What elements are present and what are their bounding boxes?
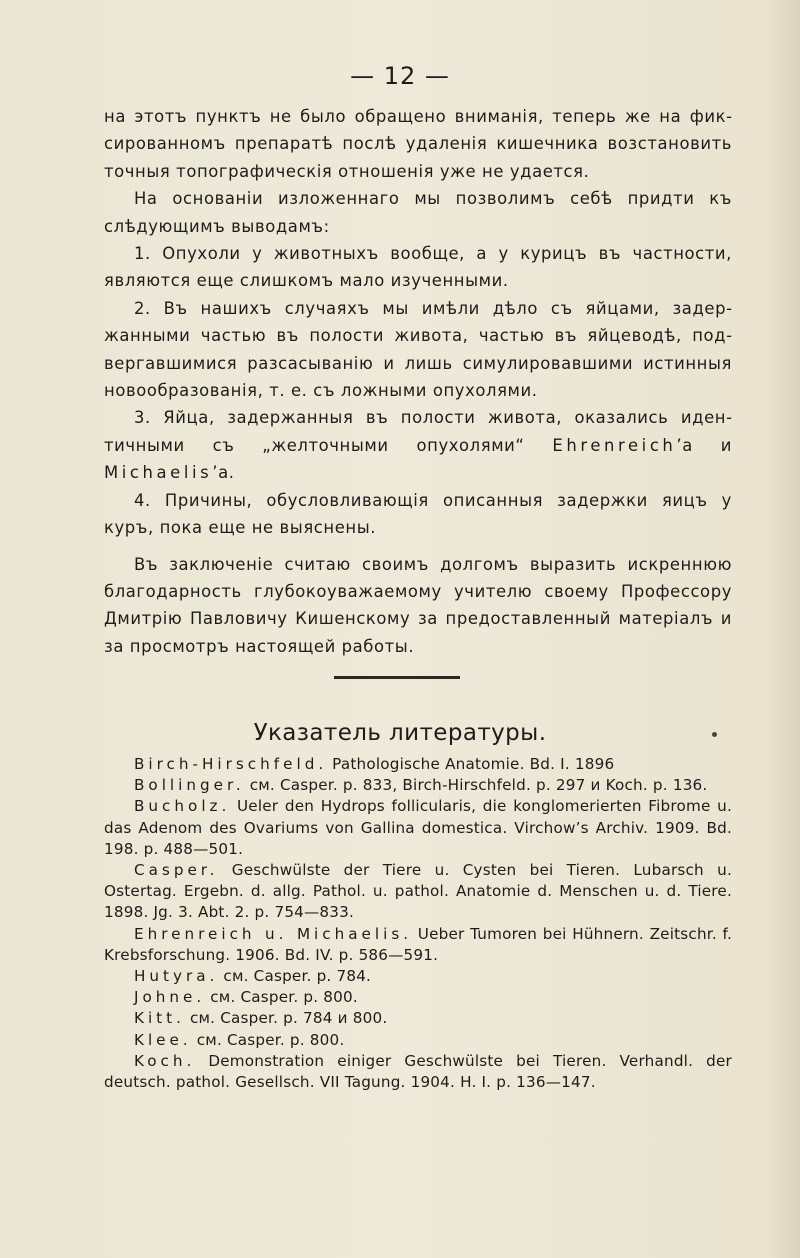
reference-author: Bucholz. (134, 797, 231, 816)
author-name: Michaelis (104, 463, 213, 483)
references-list (104, 754, 732, 1093)
paragraph: на этотъ пунктъ не было обращено вниманія, теперь же на фиксированномъ препаратѣ послѣ удаленія кишечника возстановить точныя топографическія отношенія уже не удается. (104, 107, 732, 181)
reference-item (104, 924, 732, 966)
reference-item (104, 860, 732, 924)
paragraph: На основаніи изложеннаго мы позволимъ себѣ придти къ слѣдующимъ выводамъ: (104, 189, 732, 236)
reference-item (104, 1030, 732, 1051)
reference-item (104, 775, 732, 796)
conclusion-item: 4. Причины, обусловливающія описанныя задержки яицъ у куръ, пока еще не выяснены. (104, 490, 732, 538)
section-divider (334, 676, 460, 679)
text-fragment: ’а. (212, 463, 235, 483)
reference-author: Ehrenreich u. Michaelis. (134, 924, 413, 943)
reference-author: Casper. (134, 861, 219, 880)
reference-item (104, 966, 732, 987)
reference-item (104, 987, 732, 1008)
reference-item (104, 1008, 732, 1029)
reference-text: см. Casper. p. 833, Birch-Hirschfeld. p. 297 и Koch. p. 136. (244, 776, 708, 795)
page-number: — 12 — (350, 62, 450, 90)
acknowledgement: Въ заключеніе считаю своимъ долгомъ выразить искреннюю благодарность глубокоуважаемому учителю своему Профессору Дмитрію Павловичу Кишенскому за предоставленный матеріалъ и за просмотръ настоящей работы. (104, 554, 732, 656)
reference-author: Johne. (134, 988, 206, 1007)
reference-item (104, 796, 732, 860)
reference-author: Hutyra. (134, 967, 219, 986)
reference-text: Pathologische Anatomie. Bd. I. 1896 (327, 755, 615, 773)
reference-item (104, 754, 732, 775)
conclusion-item: 2. Въ нашихъ случаяхъ мы имѣли дѣло съ яйцами, задержанными частью въ полости живота, частью въ яйцеводѣ, подвергавшимися разсасыванію и лишь симулировавшими истинныя новообразованія, т. е. съ ложными опухолями. (104, 298, 732, 401)
references-title: Указатель литературы. (253, 720, 547, 746)
reference-text: Demonstration einiger Geschwülste bei Tieren. Verhandl. der deutsch. pathol. Gesellsch. VII Tagung. 1904. H. I. p. 136—147. (104, 1051, 732, 1092)
print-speck (712, 732, 717, 737)
reference-text: см. Casper. p. 784 и 800. (184, 1009, 388, 1028)
conclusion-item (104, 404, 732, 486)
reference-author: Kitt. (134, 1009, 185, 1028)
author-name: Ehrenreich (552, 435, 677, 455)
reference-author: Klee. (134, 1030, 192, 1049)
reference-text: Ueler den Hydrops follicularis, die konglomerierten Fibrome u. das Adenom des Ovariums von Gallina domestica. Virchow’s Archiv. 1909. Bd. 198. p. 488—501. (104, 797, 732, 858)
reference-text: Geschwülste der Tiere u. Cysten bei Tieren. Lubarsch u. Ostertag. Ergebn. d. allg. Pathol. u. pathol. Anatomie d. Menschen u. d. Tiere. 1898. Jg. 3. Abt. 2. p. 754—833. (104, 861, 732, 922)
text-fragment: 3. Яйца, задержанныя въ полости живота, оказались идентичными съ „желточными опухолями“ (104, 408, 732, 455)
reference-author: Birch-Hirschfeld. (134, 755, 328, 773)
reference-text: Ueber Tumoren bei Hühnern. Zeitschr. f. Krebsforschung. 1906. Bd. IV. p. 586—591. (104, 924, 732, 964)
reference-author: Bollinger. (134, 776, 245, 795)
reference-text: см. Casper. p. 800. (205, 988, 358, 1007)
conclusion-item: 1. Опухоли у животныхъ вообще, а у курицъ въ частности, являются еще слишкомъ мало изученными. (104, 244, 732, 291)
text-fragment: ’а и (676, 435, 732, 455)
reference-text: см. Casper. p. 800. (191, 1030, 345, 1049)
body-text (104, 103, 732, 660)
reference-text: см. Casper. p. 784. (218, 967, 372, 986)
reference-item (104, 1051, 732, 1093)
reference-author: Koch. (134, 1051, 196, 1070)
